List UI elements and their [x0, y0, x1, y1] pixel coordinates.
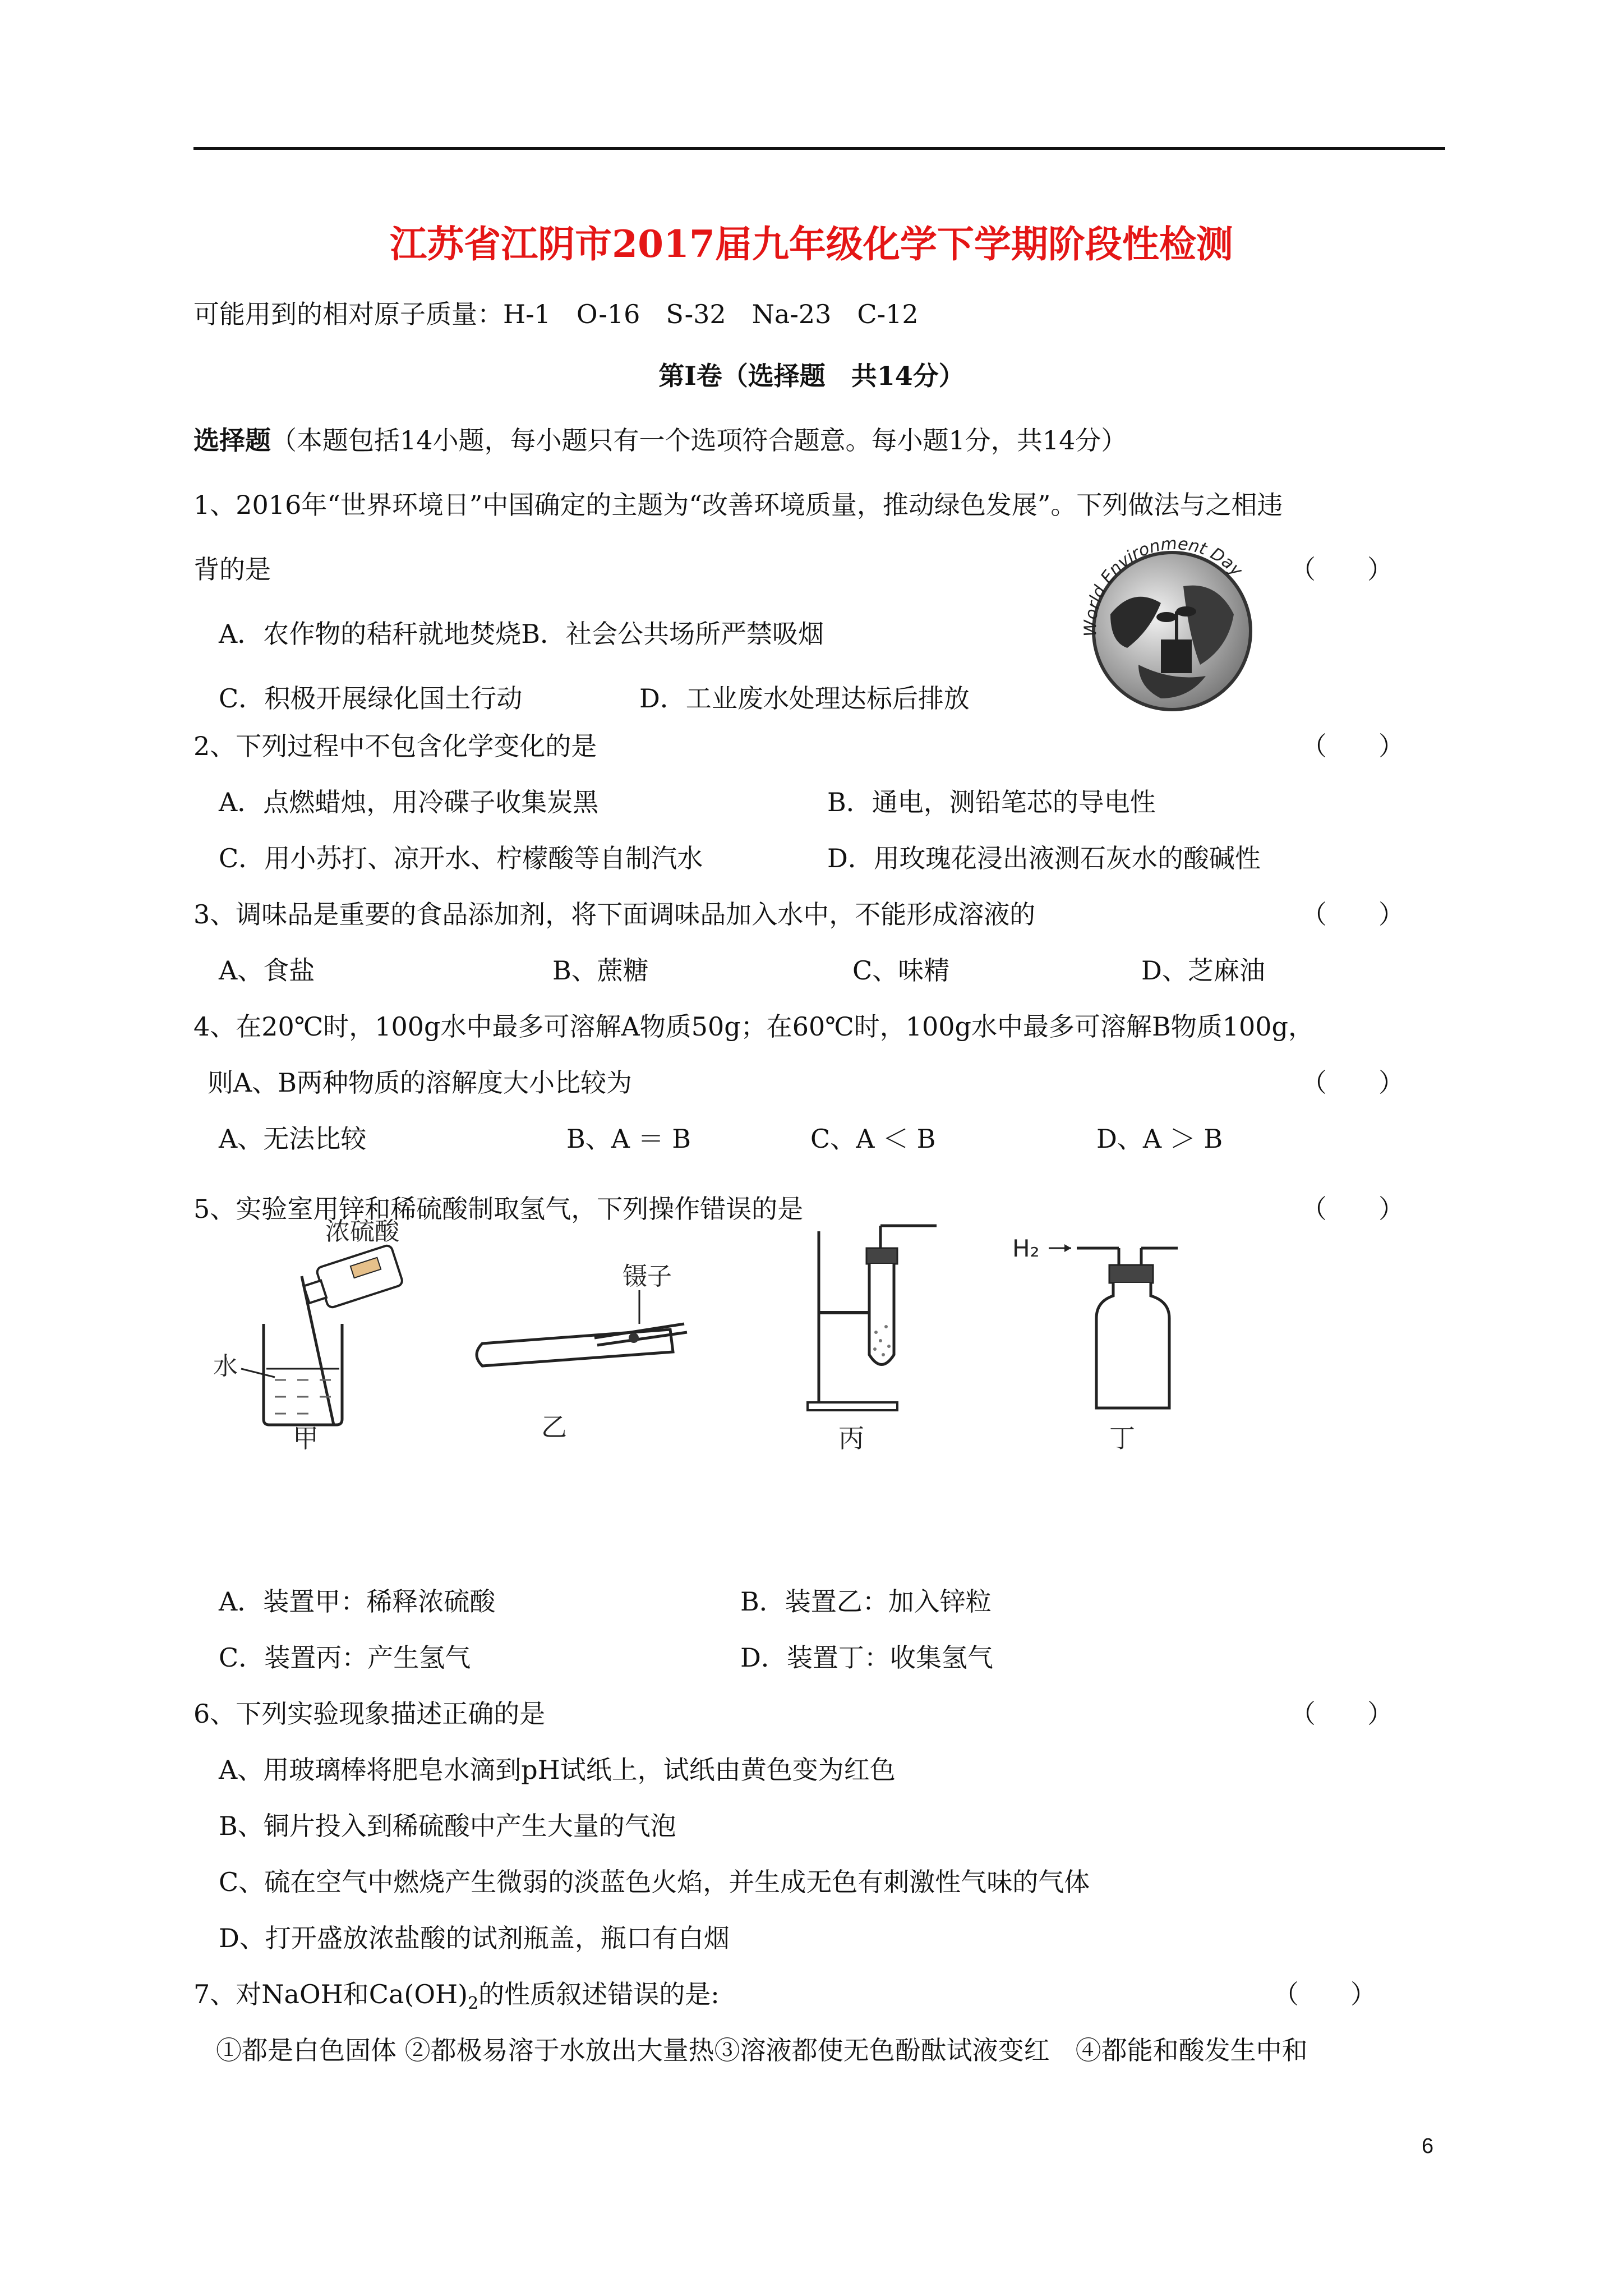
page-number: 6 — [1422, 2134, 1434, 2158]
q5-answer-paren: （ ） — [1301, 1194, 1404, 1224]
q5-option-a: A．装置甲：稀释浓硫酸 — [219, 1586, 496, 1617]
q3-option-b: B、蔗糖 — [552, 955, 649, 986]
q3-answer-paren: （ ） — [1301, 899, 1404, 930]
q5-stem: 5、实验室用锌和稀硫酸制取氢气，下列操作错误的是 — [193, 1194, 804, 1224]
q4-answer-paren: （ ） — [1301, 1068, 1404, 1098]
q4-option-b: B、A ＝ B — [566, 1124, 691, 1154]
q5-option-b: B．装置乙：加入锌粒 — [740, 1586, 992, 1617]
section-title: 第Ⅰ卷（选择题 共14分） — [658, 361, 965, 391]
label-concentrated-sulfuric-acid: 浓硫酸 — [325, 1217, 399, 1246]
q2-answer-paren: （ ） — [1301, 731, 1404, 761]
q6-option-a: A、用玻璃棒将肥皂水滴到pH试纸上，试纸由黄色变为红色 — [219, 1755, 896, 1785]
q3-option-c: C、味精 — [852, 955, 950, 986]
q4-stem-line2: 则A、B两种物质的溶解度大小比较为 — [208, 1068, 633, 1098]
label-water: 水 — [213, 1352, 238, 1381]
q1-stem-line2: 背的是 — [193, 554, 271, 585]
q1-option-d: D．工业废水处理达标后排放 — [639, 683, 970, 714]
q4-stem-line1: 4、在20℃时，100g水中最多可溶解A物质50g；在60℃时，100g水中最多可溶解B物质100g， — [193, 1011, 1314, 1042]
label-jia: 甲 — [293, 1423, 319, 1453]
q4-option-c: C、A ＜ B — [810, 1124, 936, 1154]
q3-option-d: D、芝麻油 — [1141, 955, 1265, 986]
q3-option-a: A、食盐 — [219, 955, 315, 986]
q2-option-c: C．用小苏打、凉开水、柠檬酸等自制汽水 — [219, 843, 703, 873]
header-rule — [193, 147, 1445, 150]
q4-option-d: D、A ＞ B — [1096, 1124, 1223, 1154]
q2-option-b: B．通电，测铅笔芯的导电性 — [827, 787, 1156, 817]
label-bing: 丙 — [838, 1423, 864, 1453]
apparatus-ding-diagram — [1009, 1226, 1234, 1461]
q2-stem: 2、下列过程中不包含化学变化的是 — [193, 731, 597, 761]
q2-option-a: A．点燃蜡烛，用冷碟子收集炭黑 — [219, 787, 599, 817]
world-environment-day-logo-icon — [1066, 519, 1279, 712]
label-yi: 乙 — [541, 1412, 567, 1442]
q6-option-d: D、打开盛放浓盐酸的试剂瓶盖，瓶口有白烟 — [219, 1923, 730, 1953]
label-hydrogen: H₂ — [1012, 1235, 1040, 1262]
q5-option-d: D．装置丁：收集氢气 — [740, 1642, 993, 1673]
q6-option-c: C、硫在空气中燃烧产生微弱的淡蓝色火焰，并生成无色有刺激性气味的气体 — [219, 1867, 1090, 1897]
q6-option-b: B、铜片投入到稀硫酸中产生大量的气泡 — [219, 1811, 676, 1841]
label-tweezers: 镊子 — [623, 1262, 672, 1291]
q1-option-a-b: A．农作物的秸秆就地焚烧B．社会公共场所严禁吸烟 — [219, 619, 824, 649]
q7-statements: ①都是白色固体 ②都极易溶于水放出大量热③溶液都使无色酚酞试液变红 ④都能和酸发生中和 — [216, 2035, 1308, 2065]
q6-answer-paren: （ ） — [1290, 1699, 1393, 1729]
section-instructions: 选择题（本题包括14小题，每小题只有一个选项符合题意。每小题1分，共14分） — [193, 425, 1127, 455]
q6-stem: 6、下列实验现象描述正确的是 — [193, 1699, 546, 1729]
label-ding: 丁 — [1109, 1423, 1135, 1453]
q4-option-a: A、无法比较 — [219, 1124, 367, 1154]
apparatus-yi-diagram — [471, 1257, 740, 1458]
q7-stem: 7、对NaOH和$Ca(OH)_2$的性质叙述错误的是: — [193, 1979, 720, 2014]
q1-answer-paren: （ ） — [1290, 554, 1393, 585]
svg-text:World Environment Day: World Environment Day — [1081, 533, 1247, 637]
apparatus-bing-diagram — [796, 1214, 976, 1461]
q3-stem: 3、调味品是重要的食品添加剂，将下面调味品加入水中，不能形成溶液的 — [193, 899, 1036, 930]
atomic-masses: 可能用到的相对原子质量：H-1 O-16 S-32 Na-23 C-12 — [193, 299, 919, 329]
q5-option-c: C．装置丙：产生氢气 — [219, 1642, 471, 1673]
apparatus-jia-diagram — [196, 1206, 432, 1453]
q1-option-c: C．积极开展绿化国土行动 — [219, 683, 523, 714]
page-title: 江苏省江阴市2017届九年级化学下学期阶段性检测 — [390, 222, 1233, 266]
q7-answer-paren: （ ） — [1273, 1979, 1376, 2009]
q2-option-d: D．用玫瑰花浸出液测石灰水的酸碱性 — [827, 843, 1261, 873]
q1-stem-line1: 1、2016年“世界环境日”中国确定的主题为“改善环境质量，推动绿色发展”。下列做法与之相违 — [193, 490, 1283, 520]
